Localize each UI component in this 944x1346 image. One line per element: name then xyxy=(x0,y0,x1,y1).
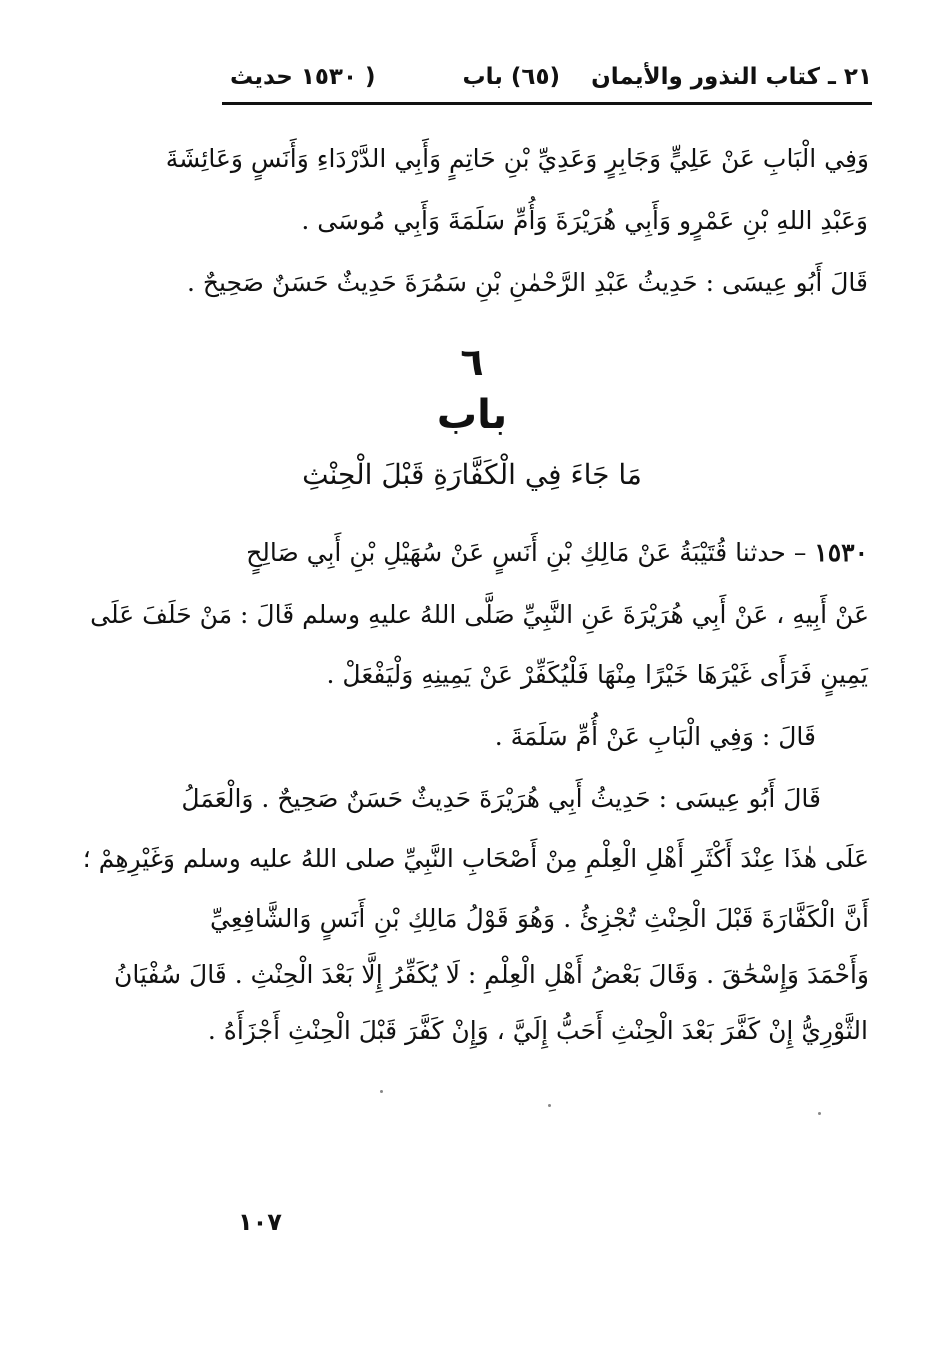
hadith-line-3: يَمِينٍ فَرَأَى غَيْرَهَا خَيْرًا مِنْهَا فَلْيُكَفِّرْ عَنْ يَمِينِهِ وَلْيَفْعَلْ . xyxy=(326,660,868,689)
running-header xyxy=(222,58,872,100)
intro-line-1: وَفِي الْبَابِ عَنْ عَلِيٍّ وَجَابِرٍ وَعَدِيِّ بْنِ حَاتِمٍ وَأَبِي الدَّرْدَاءِ وَأَنَسٍ وَعَائِشَةَ xyxy=(165,144,869,173)
hadith-line-2: عَنْ أَبِيهِ ، عَنْ أَبِي هُرَيْرَةَ عَنِ النَّبِيِّ صَلَّى اللهُ عليهِ وسلم قَالَ : مَنْ حَلَفَ عَلَى xyxy=(90,600,869,629)
header-rule xyxy=(222,102,872,105)
commentary-line-1: قَالَ أَبُو عِيسَى : حَدِيثُ أَبِي هُرَيْرَةَ حَدِيثٌ حَسَنٌ صَحِيحٌ . وَالْعَمَلُ xyxy=(181,784,821,813)
bab-title: باب xyxy=(436,392,508,438)
page-number: ١٠٧ xyxy=(238,1208,282,1236)
commentary-line-4: وَأَحْمَدَ وَإِسْحَٰقَ . وَقَالَ بَعْضُ أَهْلِ الْعِلْمِ : لَا يُكَفِّرُ إِلَّا بَعْدَ الْحِنْثِ . قَالَ سُفْيَانُ xyxy=(113,960,869,989)
hadith-line-1-text: – حدثنا قُتَيْبَةُ عَنْ مَالِكِ بْنِ أَنَسٍ عَنْ سُهَيْلِ بْنِ أَبِي صَالِحٍ xyxy=(246,538,807,567)
fil-bab-line: قَالَ : وَفِي الْبَابِ عَنْ أُمِّ سَلَمَةَ . xyxy=(494,722,816,751)
header-hadith-number: ( ١٥٣٠ حديث xyxy=(230,64,376,90)
hadith-line-1 xyxy=(246,540,868,565)
scan-speck xyxy=(548,1104,551,1107)
header-book-title: ٢١ ـ كتاب النذور والأيمان xyxy=(591,64,872,90)
bab-number: ٦ xyxy=(460,340,484,384)
commentary-line-2: عَلَى هٰذَا عِنْدَ أَكْثَرِ أَهْلِ الْعِلْمِ مِنْ أَصْحَابِ النَّبِيِّ صلى اللهُ عليه وسلم وَغَيْرِهِمْ ؛ xyxy=(82,844,869,873)
intro-line-3: قَالَ أَبُو عِيسَى : حَدِيثُ عَبْدِ الرَّحْمٰنِ بْنِ سَمُرَةَ حَدِيثٌ حَسَنٌ صَحِيحٌ . xyxy=(186,268,868,297)
scan-speck xyxy=(380,1090,383,1093)
commentary-line-5: الثَّوْرِيُّ إِنْ كَفَّرَ بَعْدَ الْحِنْثِ أَحَبُّ إِلَيَّ ، وَإِنْ كَفَّرَ قَبْلَ الْحِنْثِ أَجْزَأَهُ . xyxy=(207,1016,868,1045)
hadith-number: ١٥٣٠ xyxy=(814,538,868,567)
header-bab-number: (٦٥) باب xyxy=(462,64,560,90)
scan-speck xyxy=(818,1112,821,1115)
commentary-line-3: أَنَّ الْكَفَّارَةَ قَبْلَ الْحِنْثِ تُجْزِئُ . وَهُوَ قَوْلُ مَالِكِ بْنِ أَنَسٍ وَالشَّافِعِيِّ xyxy=(210,904,869,933)
intro-line-2: وَعَبْدِ اللهِ بْنِ عَمْرٍو وَأَبِي هُرَيْرَةَ وَأُمِّ سَلَمَةَ وَأَبِي مُوسَى . xyxy=(301,206,868,235)
bab-heading: مَا جَاءَ فِي الْكَفَّارَةِ قَبْلَ الْحِنْثِ xyxy=(302,458,642,491)
